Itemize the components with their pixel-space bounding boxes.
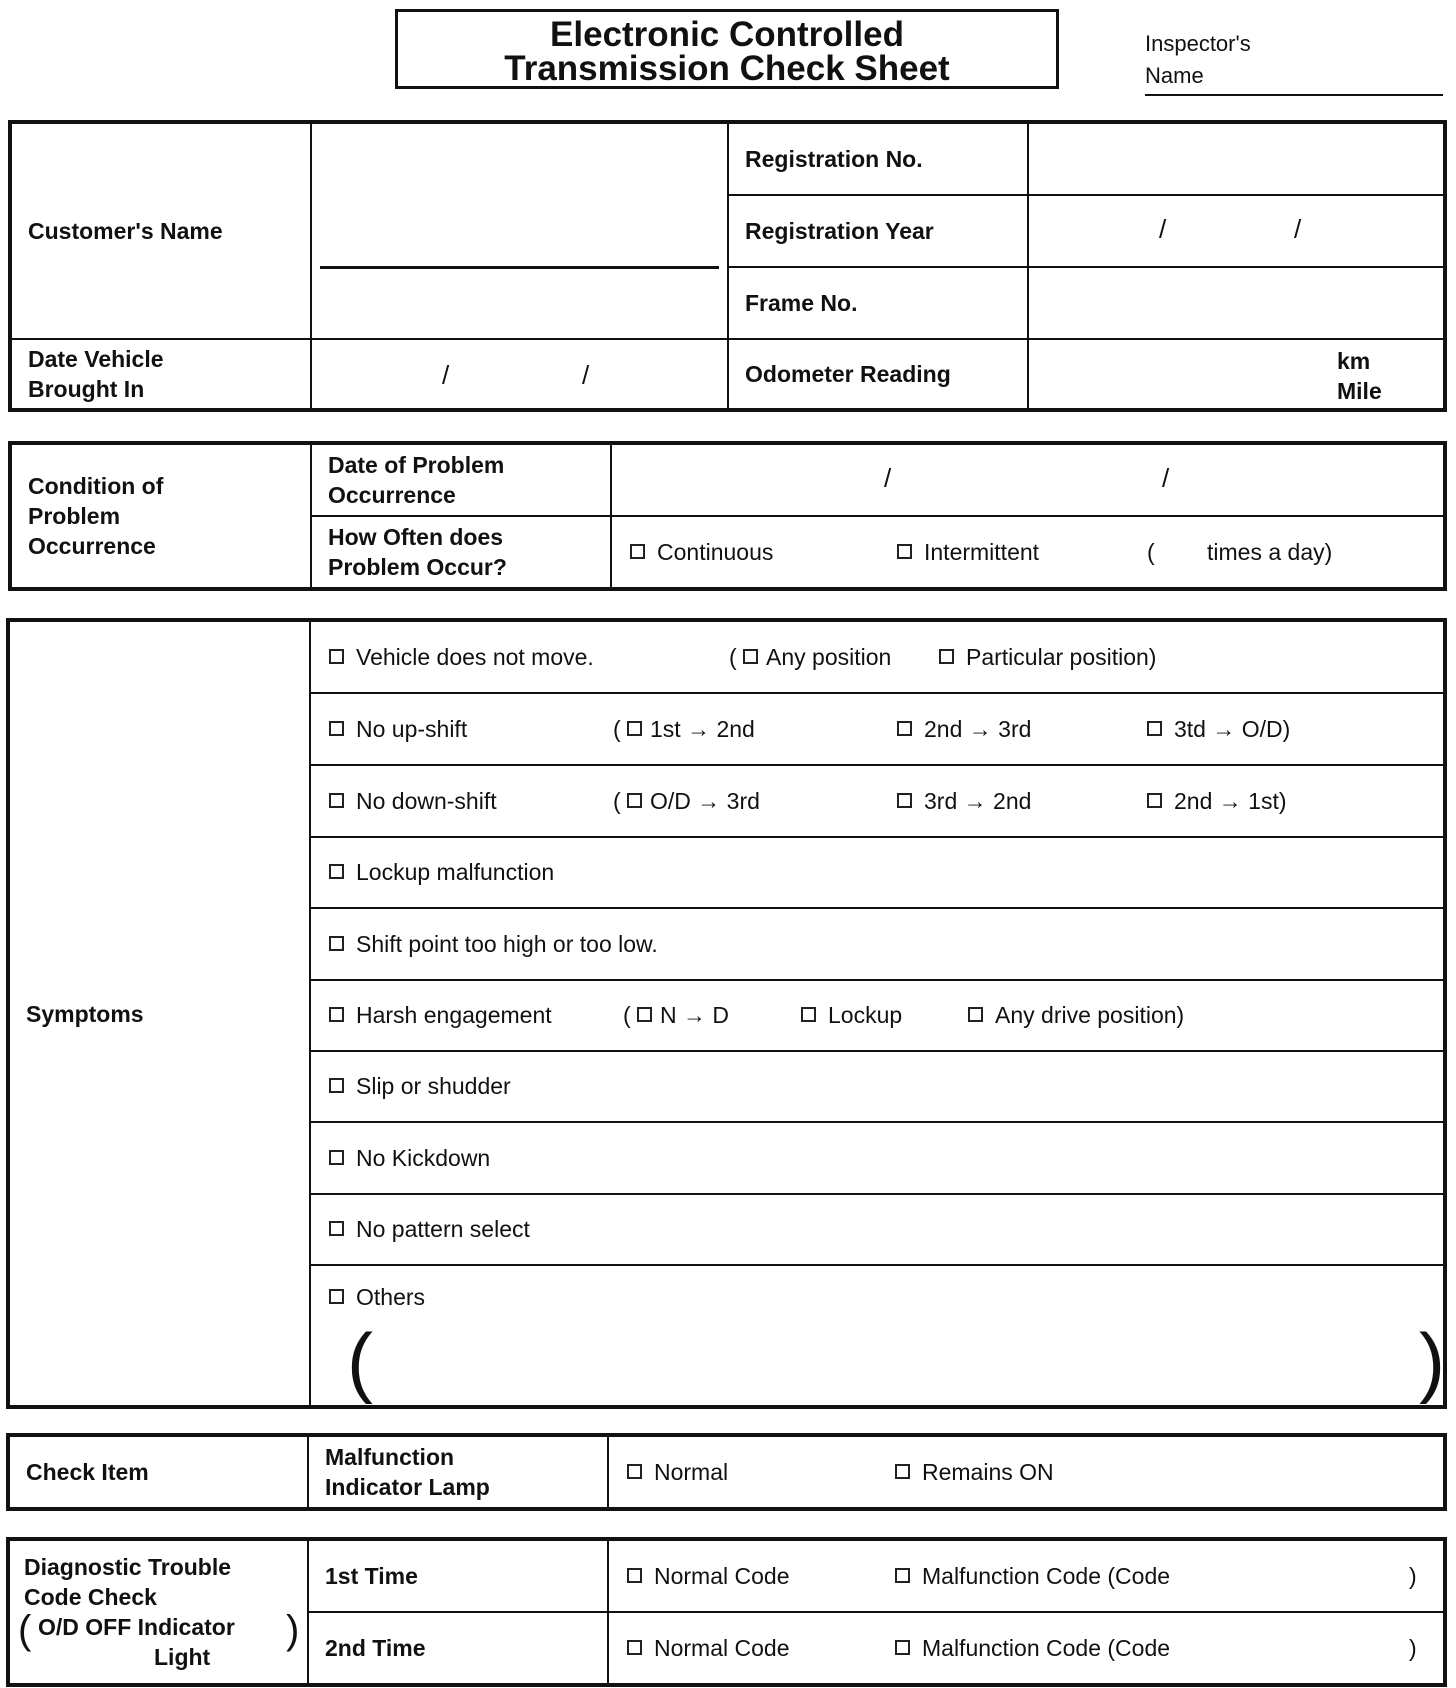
- times-open-paren: (: [1147, 539, 1155, 565]
- checkbox-icon[interactable]: [1147, 721, 1162, 736]
- title-line-1: Electronic Controlled: [550, 15, 904, 54]
- checkbox-icon[interactable]: [895, 1464, 910, 1479]
- dtc-label-line-4: Light: [154, 1644, 211, 1670]
- others-open-paren: (: [347, 1317, 373, 1405]
- option-label: 2nd → 3rd: [924, 716, 1032, 742]
- first-malfunction-code-option[interactable]: [895, 1563, 1170, 1590]
- second-malfunction-code-option[interactable]: [895, 1635, 1170, 1662]
- second-time-field: [608, 1612, 1444, 1684]
- condition-label-line-1: Condition of: [28, 473, 164, 499]
- code-close-paren: ): [1409, 1563, 1417, 1589]
- option-particular-position[interactable]: [939, 644, 1156, 671]
- checkbox-icon[interactable]: [801, 1007, 816, 1022]
- open-paren: (: [613, 788, 621, 814]
- checkbox-icon[interactable]: [627, 1568, 642, 1583]
- code-close-paren: ): [1409, 1635, 1417, 1661]
- condition-label-line-2: Problem: [28, 503, 121, 529]
- checkbox-icon[interactable]: [968, 1007, 983, 1022]
- dtc-label-line-3: O/D OFF Indicator: [38, 1614, 235, 1640]
- checkbox-icon[interactable]: [1147, 793, 1162, 808]
- problem-date-field[interactable]: [611, 444, 1444, 516]
- option-label: 3rd → 2nd: [924, 788, 1032, 814]
- normal-code-label: Normal Code: [654, 1563, 790, 1589]
- unit-km: km: [1337, 348, 1371, 374]
- option-label: Lockup: [828, 1002, 903, 1028]
- mil-remains-on-option[interactable]: [895, 1459, 1054, 1486]
- option-label: Particular position): [966, 644, 1157, 670]
- customer-name-label: Customer's Name: [11, 123, 311, 339]
- inspector-name-field[interactable]: [1145, 94, 1443, 96]
- option-2nd-3rd[interactable]: [897, 716, 1031, 743]
- option-label: O/D → 3rd: [650, 788, 760, 814]
- how-often-label-line-2: Problem Occur?: [328, 554, 507, 580]
- problem-date-label: [311, 444, 611, 516]
- symptom-item-label: Harsh engagement: [356, 1002, 552, 1028]
- registration-year-label: Registration Year: [728, 195, 1028, 267]
- condition-label: [11, 444, 311, 588]
- symptom-row-vehicle-does-not-move: [310, 621, 1444, 693]
- first-time-field: [608, 1540, 1444, 1612]
- open-paren: (: [729, 644, 737, 670]
- symptom-row-lockup-malfunction: [310, 837, 1444, 908]
- sheet-title: [395, 9, 1059, 89]
- checkbox-icon[interactable]: [329, 1289, 344, 1304]
- dtc-close-paren: ): [286, 1608, 300, 1652]
- checkbox-icon[interactable]: [627, 1464, 642, 1479]
- symptom-row-slip-shudder: [310, 1051, 1444, 1122]
- checkbox-icon[interactable]: [329, 1007, 344, 1022]
- symptom-item-label: No up-shift: [356, 716, 468, 742]
- open-paren: (: [613, 716, 621, 742]
- checkbox-icon[interactable]: [897, 793, 912, 808]
- checkbox-icon[interactable]: [627, 721, 642, 736]
- normal-label: Normal: [654, 1459, 729, 1485]
- check-item-label: Check Item: [9, 1436, 308, 1508]
- option-3rd-2nd[interactable]: [897, 788, 1031, 815]
- date-separator: /: [1294, 214, 1302, 244]
- checkbox-icon[interactable]: [329, 649, 344, 664]
- odometer-units: [1337, 346, 1382, 406]
- symptom-item-label: Slip or shudder: [356, 1073, 511, 1099]
- symptom-item-label: Lockup malfunction: [356, 859, 555, 885]
- checkbox-icon[interactable]: [630, 544, 645, 559]
- symptom-item-label: Vehicle does not move.: [356, 644, 594, 670]
- first-time-label: 1st Time: [308, 1540, 608, 1612]
- checkbox-icon[interactable]: [637, 1007, 652, 1022]
- option-label: Any drive position): [995, 1002, 1185, 1028]
- checkbox-icon[interactable]: [897, 544, 912, 559]
- frame-no-label: Frame No.: [728, 267, 1028, 339]
- checkbox-icon[interactable]: [895, 1568, 910, 1583]
- registration-no-label: Registration No.: [728, 123, 1028, 195]
- symptom-row-shift-point: [310, 908, 1444, 980]
- symptom-row-no-down-shift: [310, 765, 1444, 837]
- checkbox-icon[interactable]: [329, 864, 344, 879]
- registration-year-field[interactable]: [1028, 195, 1444, 267]
- others-close-paren: ): [1419, 1317, 1445, 1405]
- mil-label: [308, 1436, 608, 1508]
- second-time-label: 2nd Time: [308, 1612, 608, 1684]
- checkbox-icon[interactable]: [895, 1640, 910, 1655]
- open-paren: (: [623, 1002, 631, 1028]
- others-description-field[interactable]: [375, 1324, 1403, 1394]
- how-often-field: [611, 516, 1444, 588]
- mil-status-field: [608, 1436, 1444, 1508]
- title-line-2: Transmission Check Sheet: [504, 49, 950, 88]
- option-2nd-1st[interactable]: [1147, 788, 1287, 815]
- normal-code-label: Normal Code: [654, 1635, 790, 1661]
- customer-info-table: [10, 122, 1445, 410]
- option-label: 3td → O/D): [1174, 716, 1291, 742]
- times-a-day-label: times a day): [1207, 539, 1333, 565]
- inspector-name-label: [1145, 28, 1251, 92]
- odometer-label: Odometer Reading: [728, 339, 1028, 409]
- symptom-row-others: [310, 1265, 1444, 1406]
- checkbox-icon[interactable]: [329, 1078, 344, 1093]
- option-any-drive-position[interactable]: [968, 1002, 1184, 1029]
- dtc-label-line-1: Diagnostic Trouble: [24, 1554, 232, 1580]
- dtc-open-paren: (: [18, 1608, 32, 1652]
- mil-label-line-1: Malfunction: [325, 1444, 455, 1470]
- customer-name-line: [320, 266, 719, 269]
- date-brought-label-line-2: Brought In: [28, 376, 145, 402]
- how-often-label: [311, 516, 611, 588]
- condition-label-line-3: Occurrence: [28, 533, 156, 559]
- symptom-item-label: Others: [356, 1284, 426, 1310]
- checkbox-icon[interactable]: [329, 721, 344, 736]
- dtc-table: [8, 1539, 1445, 1685]
- option-any-position[interactable]: [741, 644, 891, 671]
- checkbox-icon[interactable]: [329, 936, 344, 951]
- registration-no-field[interactable]: [1028, 123, 1444, 195]
- checkbox-icon[interactable]: [939, 649, 954, 664]
- checkbox-icon[interactable]: [897, 721, 912, 736]
- frame-no-field[interactable]: [1028, 267, 1444, 339]
- second-normal-code-option[interactable]: [627, 1635, 790, 1662]
- continuous-label: Continuous: [657, 539, 774, 565]
- inspector-label-line-1: Inspector's: [1145, 31, 1251, 56]
- date-brought-in-field[interactable]: [311, 339, 728, 409]
- mil-label-line-2: Indicator Lamp: [325, 1474, 490, 1500]
- option-label: 1st → 2nd: [650, 716, 755, 742]
- malfunction-code-label: Malfunction Code (Code: [922, 1563, 1171, 1589]
- symptom-item-label: No down-shift: [356, 788, 497, 814]
- symptoms-table: [8, 620, 1445, 1407]
- first-normal-code-option[interactable]: [627, 1563, 790, 1590]
- inspector-label-line-2: Name: [1145, 63, 1204, 88]
- date-brought-label-line-1: Date Vehicle: [28, 346, 164, 372]
- option-label: 2nd → 1st): [1174, 788, 1287, 814]
- date-separator: /: [1162, 463, 1170, 493]
- date-separator: /: [1159, 214, 1167, 244]
- symptom-item-label: No pattern select: [356, 1216, 530, 1242]
- option-1st-2nd[interactable]: [625, 716, 755, 743]
- symptoms-label: Symptoms: [9, 621, 310, 1406]
- customer-name-field[interactable]: [311, 123, 728, 339]
- remains-on-label: Remains ON: [922, 1459, 1054, 1485]
- how-often-label-line-1: How Often does: [328, 524, 504, 550]
- condition-table: [10, 443, 1445, 589]
- option-n-d[interactable]: [635, 1002, 729, 1029]
- date-separator: /: [884, 463, 892, 493]
- checkbox-icon[interactable]: [627, 793, 642, 808]
- dtc-label: [9, 1540, 308, 1684]
- check-item-table: [8, 1435, 1445, 1509]
- checkbox-icon[interactable]: [627, 1640, 642, 1655]
- symptom-row-no-pattern-select: [310, 1194, 1444, 1265]
- intermittent-label: Intermittent: [924, 539, 1040, 565]
- unit-mile: Mile: [1337, 378, 1382, 404]
- option-od-3rd[interactable]: [625, 788, 760, 815]
- continuous-option[interactable]: [630, 539, 773, 566]
- checkbox-icon[interactable]: [329, 1150, 344, 1165]
- checkbox-icon[interactable]: [743, 649, 758, 664]
- problem-date-label-line-2: Occurrence: [328, 482, 456, 508]
- date-separator: /: [442, 360, 450, 390]
- date-brought-in-label: [11, 339, 311, 409]
- odometer-field[interactable]: [1028, 339, 1444, 409]
- option-lockup[interactable]: [801, 1002, 902, 1029]
- mil-normal-option[interactable]: [627, 1459, 728, 1486]
- symptom-item-label: No Kickdown: [356, 1145, 491, 1171]
- malfunction-code-label: Malfunction Code (Code: [922, 1635, 1171, 1661]
- option-3td-od[interactable]: [1147, 716, 1290, 743]
- option-label: N → D: [660, 1002, 729, 1028]
- date-separator: /: [582, 360, 590, 390]
- dtc-label-line-2: Code Check: [24, 1584, 157, 1610]
- checkbox-icon[interactable]: [329, 793, 344, 808]
- option-label: Any position: [766, 644, 892, 670]
- symptom-row-harsh-engagement: [310, 980, 1444, 1051]
- problem-date-label-line-1: Date of Problem: [328, 452, 505, 478]
- symptom-row-no-up-shift: [310, 693, 1444, 765]
- symptom-item-label: Shift point too high or too low.: [356, 931, 658, 957]
- intermittent-option[interactable]: [897, 539, 1039, 566]
- checkbox-icon[interactable]: [329, 1221, 344, 1236]
- symptom-row-no-kickdown: [310, 1122, 1444, 1194]
